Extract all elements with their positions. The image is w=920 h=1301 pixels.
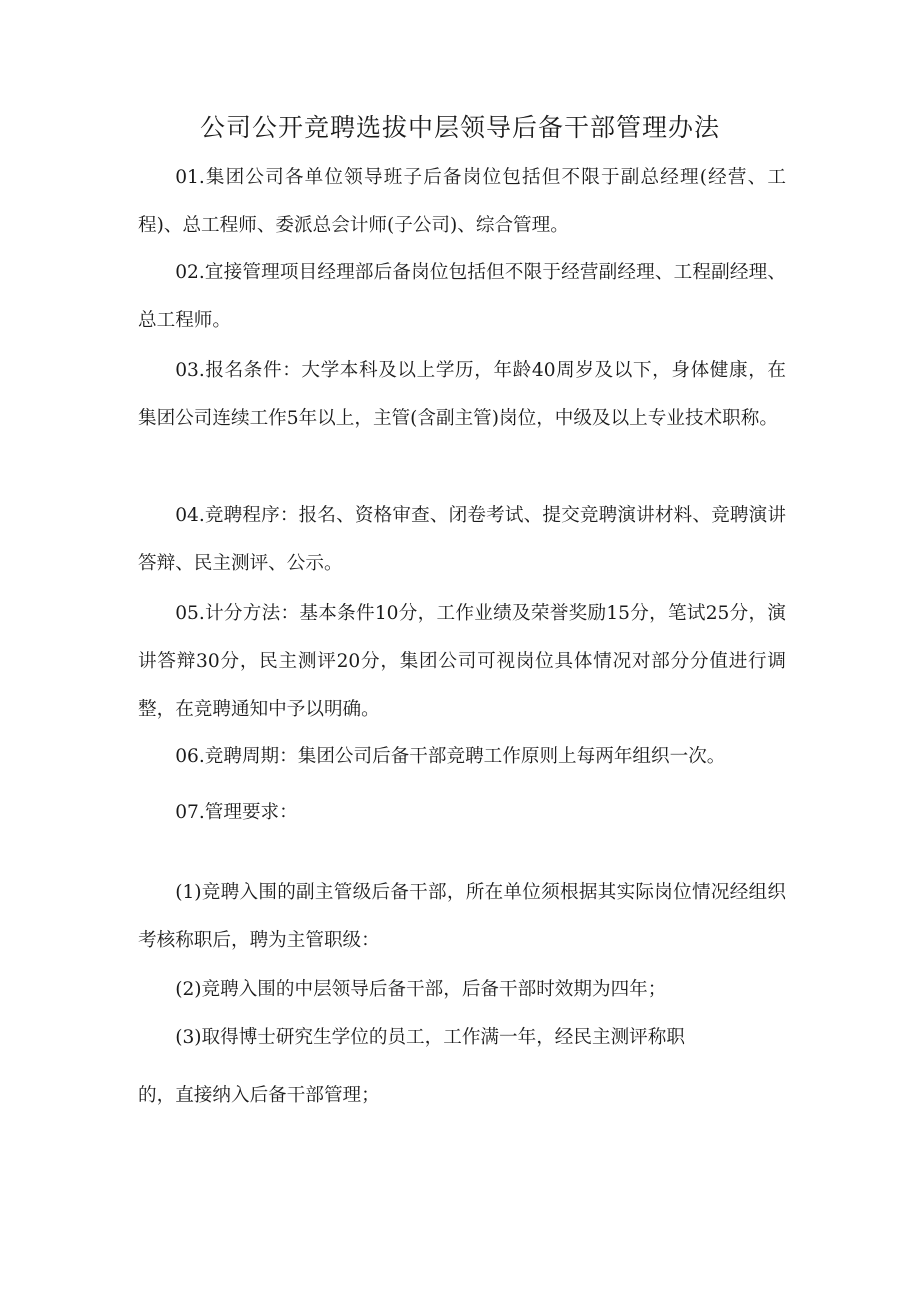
requirement-item-3: (3)取得博士研究生学位的员工，工作满一年，经民主测评称职	[175, 1027, 685, 1048]
requirement-item-3-continued: 的，直接纳入后备干部管理；	[138, 1085, 380, 1106]
paragraph-07: 07.管理要求：	[175, 802, 298, 823]
paragraph-02: 02.宜接管理项目经理部后备岗位包括但不限于经营副经理、工程副经理、总工程师。	[138, 262, 786, 331]
paragraph-05: 05.计分方法：基本条件10分，工作业绩及荣誉奖励15分，笔试25分，演讲答辩30分，民主测评20分，集团公司可视岗位具体情况对部分分值进行调整，在竞聘通知中予以明确。	[138, 603, 786, 720]
paragraph-01: 01.集团公司各单位领导班子后备岗位包括但不限于副总经理(经营、工程)、总工程师、委派总会计师(子公司)、综合管理。	[138, 167, 786, 236]
requirement-item-2: (2)竞聘入围的中层领导后备干部，后备干部时效期为四年；	[175, 979, 667, 1000]
paragraph-03: 03.报名条件：大学本科及以上学历，年龄40周岁及以下，身体健康，在集团公司连续工作5年以上，主管(含副主管)岗位，中级及以上专业技术职称。	[138, 360, 786, 429]
requirement-item-1: (1)竞聘入围的副主管级后备干部，所在单位须根据其实际岗位情况经组织考核称职后，聘为主管职级：	[138, 882, 786, 951]
paragraph-04: 04.竞聘程序：报名、资格审查、闭卷考试、提交竞聘演讲材料、竞聘演讲答辩、民主测评、公示。	[138, 505, 786, 574]
document-title: 公司公开竞聘选拔中层领导后备干部管理办法	[199, 113, 720, 142]
paragraph-06: 06.竞聘周期：集团公司后备干部竞聘工作原则上每两年组织一次。	[175, 746, 726, 767]
